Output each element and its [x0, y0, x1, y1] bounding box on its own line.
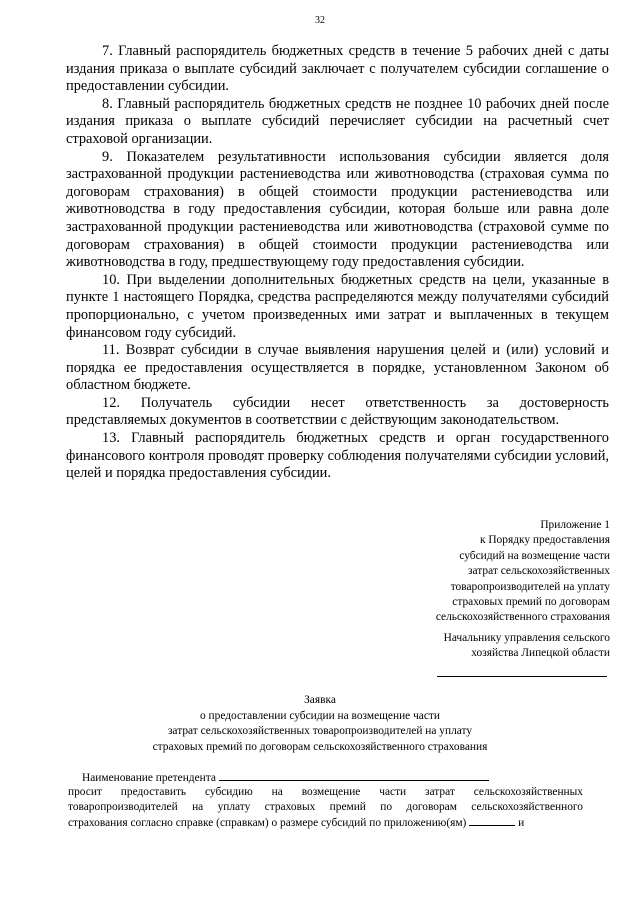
form-line: товаропроизводителей на уплату страховых премий по договорам сельскохозяйственного — [68, 800, 583, 813]
annex-conjunction: и — [518, 816, 525, 829]
regulation-body — [66, 43, 609, 483]
appendix-line: субсидий на возмещение части — [459, 549, 610, 562]
addressee-line: хозяйства Липецкой области — [471, 647, 610, 660]
appendix-header — [310, 518, 610, 626]
appendix-line: Приложение 1 — [540, 519, 610, 531]
request-subtitle-line: затрат сельскохозяйственных товаропроизводителей на уплату — [167, 725, 473, 738]
page-number: 32 — [315, 15, 325, 26]
paragraph-9: 9. Показателем результативности использования субсидии является доля застрахованной продукции растениеводства или животноводства (страховая сумма по договорам страхования) в общей стоимости продукции растениеводства или животноводства в году предоставления субсидии, которая больше или равна доле застрахованной продукции растениеводства или животноводства (страховой сумме по договорам страхования) в общей стоимости продукции растениеводства или животноводства в году, предшествующему году предоставления субсидии. — [66, 148, 609, 271]
paragraph-11: 11. Возврат субсидии в случае выявления нарушения целей и (или) условий и порядка ее предоставления осуществляется в порядке, установленном Законом об областном бюджете. — [66, 342, 609, 394]
paragraph-10: 10. При выделении дополнительных бюджетных средств на цели, указанные в пункте 1 настоящего Порядка, средства распределяются между получателями субсидий пропорционально, с учетом произведенных ими затрат и выплаченных в текущем финансовом году субсидий. — [66, 271, 609, 341]
addressee-blank-line — [437, 676, 607, 677]
appendix-line: затрат сельскохозяйственных — [468, 565, 610, 578]
applicant-label: Наименование претендента — [82, 772, 216, 784]
form-line-annex — [68, 814, 583, 830]
appendix-line: сельскохозяйственного страхования — [435, 611, 610, 624]
paragraph-8: 8. Главный распорядитель бюджетных средств не позднее 10 рабочих дней после издания приказа о выплате субсидий перечисляет субсидии на расчетный счет страховой организации. — [66, 95, 609, 147]
annex-number-field[interactable] — [469, 814, 515, 826]
request-title — [0, 693, 640, 755]
request-subtitle-line: о предоставлении субсидии на возмещение части — [199, 709, 440, 722]
appendix-line: товаропроизводителей на уплату — [450, 580, 610, 593]
annex-text: страхования согласно справке (справкам) о размере субсидий по приложению(ям) — [68, 816, 467, 829]
addressee-line: Начальнику управления сельского — [443, 632, 610, 644]
appendix-line: страховых премий по договорам — [452, 596, 610, 609]
applicant-row — [68, 769, 583, 785]
appendix-line: к Порядку предоставления — [479, 534, 610, 547]
request-heading: Заявка — [304, 694, 336, 706]
paragraph-12: 12. Получатель субсидии несет ответственность за достоверность представляемых документов в соответствии с действующим законодательством. — [66, 394, 609, 429]
paragraph-7: 7. Главный распорядитель бюджетных средств в течение 5 рабочих дней с даты издания приказа о выплате субсидий заключает с получателем субсидии соглашение о предоставлении субсидии. — [66, 43, 609, 95]
request-subtitle-line: страховых премий по договорам сельскохозяйственного страхования — [152, 740, 488, 753]
addressee-block — [310, 631, 610, 662]
applicant-name-field[interactable] — [219, 769, 489, 781]
request-form — [68, 769, 583, 830]
form-line: просит предоставить субсидию на возмещение части затрат сельскохозяйственных — [68, 786, 583, 799]
paragraph-13: 13. Главный распорядитель бюджетных средств и орган государственного финансового контроля проводят проверку соблюдения получателями субсидии условий, целей и порядка предоставления субсидии. — [66, 430, 609, 482]
